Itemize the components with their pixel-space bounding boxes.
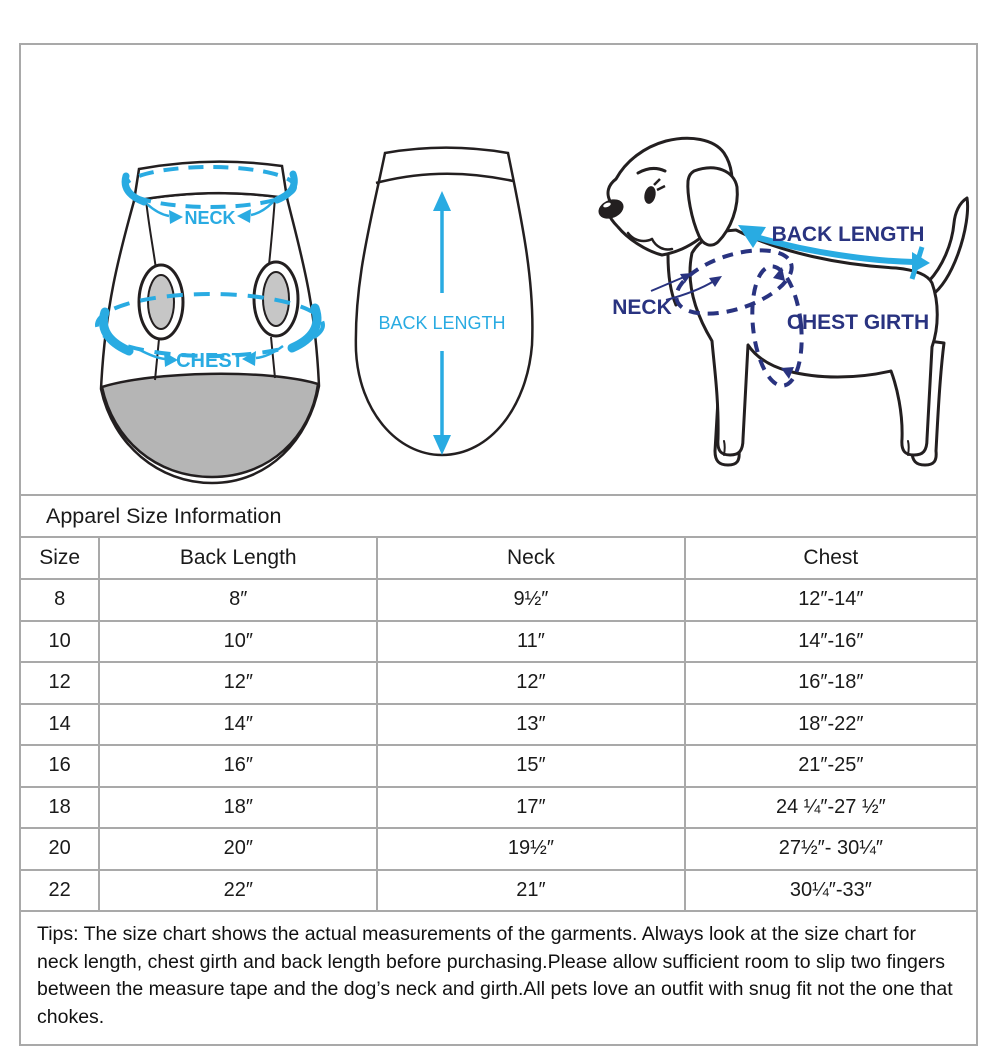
table-cell: 12″-14″ — [685, 579, 976, 621]
table-title-row — [21, 496, 976, 538]
garment-chest-label: CHEST — [176, 350, 244, 372]
table-cell: 16″ — [99, 745, 377, 787]
garment-front-diagram — [43, 97, 373, 494]
dog-back-length-label: BACK LENGTH — [771, 223, 925, 246]
table-row — [21, 745, 976, 787]
garment-back-body — [356, 148, 533, 455]
table-cell: 30¼″-33″ — [685, 870, 976, 912]
measurement-diagrams — [21, 45, 976, 496]
table-row — [21, 621, 976, 663]
column-header: Size — [21, 538, 99, 579]
table-title: Apparel Size Information — [46, 503, 282, 528]
table-cell: 12″ — [99, 662, 377, 704]
table-cell: 16 — [21, 745, 99, 787]
table-cell: 18″ — [99, 787, 377, 829]
table-cell: 27½″- 30¼″ — [685, 828, 976, 870]
table-cell: 16″-18″ — [685, 662, 976, 704]
toe-line — [724, 441, 725, 455]
tips-text: Tips: The size chart shows the actual measurements of the garments. Always look at the size chart for neck length, chest girth and back length before purchasing.Please allow sufficient room to slip two fingers between the measure tape and the dog’s neck and girth.All pets love an outfit with snug fit not the one that chokes. — [37, 923, 953, 1028]
dog-chest-girth-label: CHEST GIRTH — [786, 311, 930, 334]
table-row — [21, 704, 976, 746]
table-row — [21, 828, 976, 870]
table-cell: 18″-22″ — [685, 704, 976, 746]
table-cell: 20 — [21, 828, 99, 870]
dog-tail — [929, 198, 968, 296]
garment-back-length-label: BACK LENGTH — [378, 313, 506, 333]
column-header: Neck — [377, 538, 685, 579]
tips-box — [21, 912, 976, 1044]
table-cell: 14 — [21, 704, 99, 746]
table-cell: 15″ — [377, 745, 685, 787]
table-cell: 24 ¼″-27 ½″ — [685, 787, 976, 829]
table-cell: 22″ — [99, 870, 377, 912]
table-row — [21, 579, 976, 621]
column-header: Chest — [685, 538, 976, 579]
table-cell: 12″ — [377, 662, 685, 704]
table-cell: 8″ — [99, 579, 377, 621]
table-cell: 17″ — [377, 787, 685, 829]
table-cell: 14″-16″ — [685, 621, 976, 663]
toe-line — [908, 441, 909, 455]
table-cell: 10 — [21, 621, 99, 663]
table-cell: 19½″ — [377, 828, 685, 870]
garment-neck-label: NECK — [184, 208, 236, 228]
table-cell: 9½″ — [377, 579, 685, 621]
table-cell: 21″ — [377, 870, 685, 912]
table-cell: 20″ — [99, 828, 377, 870]
table-cell: 12 — [21, 662, 99, 704]
table-row — [21, 787, 976, 829]
table-cell: 8 — [21, 579, 99, 621]
table-cell: 11″ — [377, 621, 685, 663]
dog-neck-label: NECK — [612, 296, 672, 319]
table-row — [21, 662, 976, 704]
column-header: Back Length — [99, 538, 377, 579]
table-cell: 18 — [21, 787, 99, 829]
dog-diagram — [566, 95, 976, 487]
garment-back-diagram — [341, 113, 581, 495]
table-cell: 22 — [21, 870, 99, 912]
table-row — [21, 870, 976, 912]
table-cell: 10″ — [99, 621, 377, 663]
table-cell: 21″-25″ — [685, 745, 976, 787]
garment-front-skirt — [102, 374, 318, 477]
leg-hole-inner — [148, 275, 174, 329]
size-chart-sheet — [19, 43, 978, 1046]
table-cell: 14″ — [99, 704, 377, 746]
size-table — [21, 538, 976, 912]
table-header-row — [21, 538, 976, 579]
table-cell: 13″ — [377, 704, 685, 746]
